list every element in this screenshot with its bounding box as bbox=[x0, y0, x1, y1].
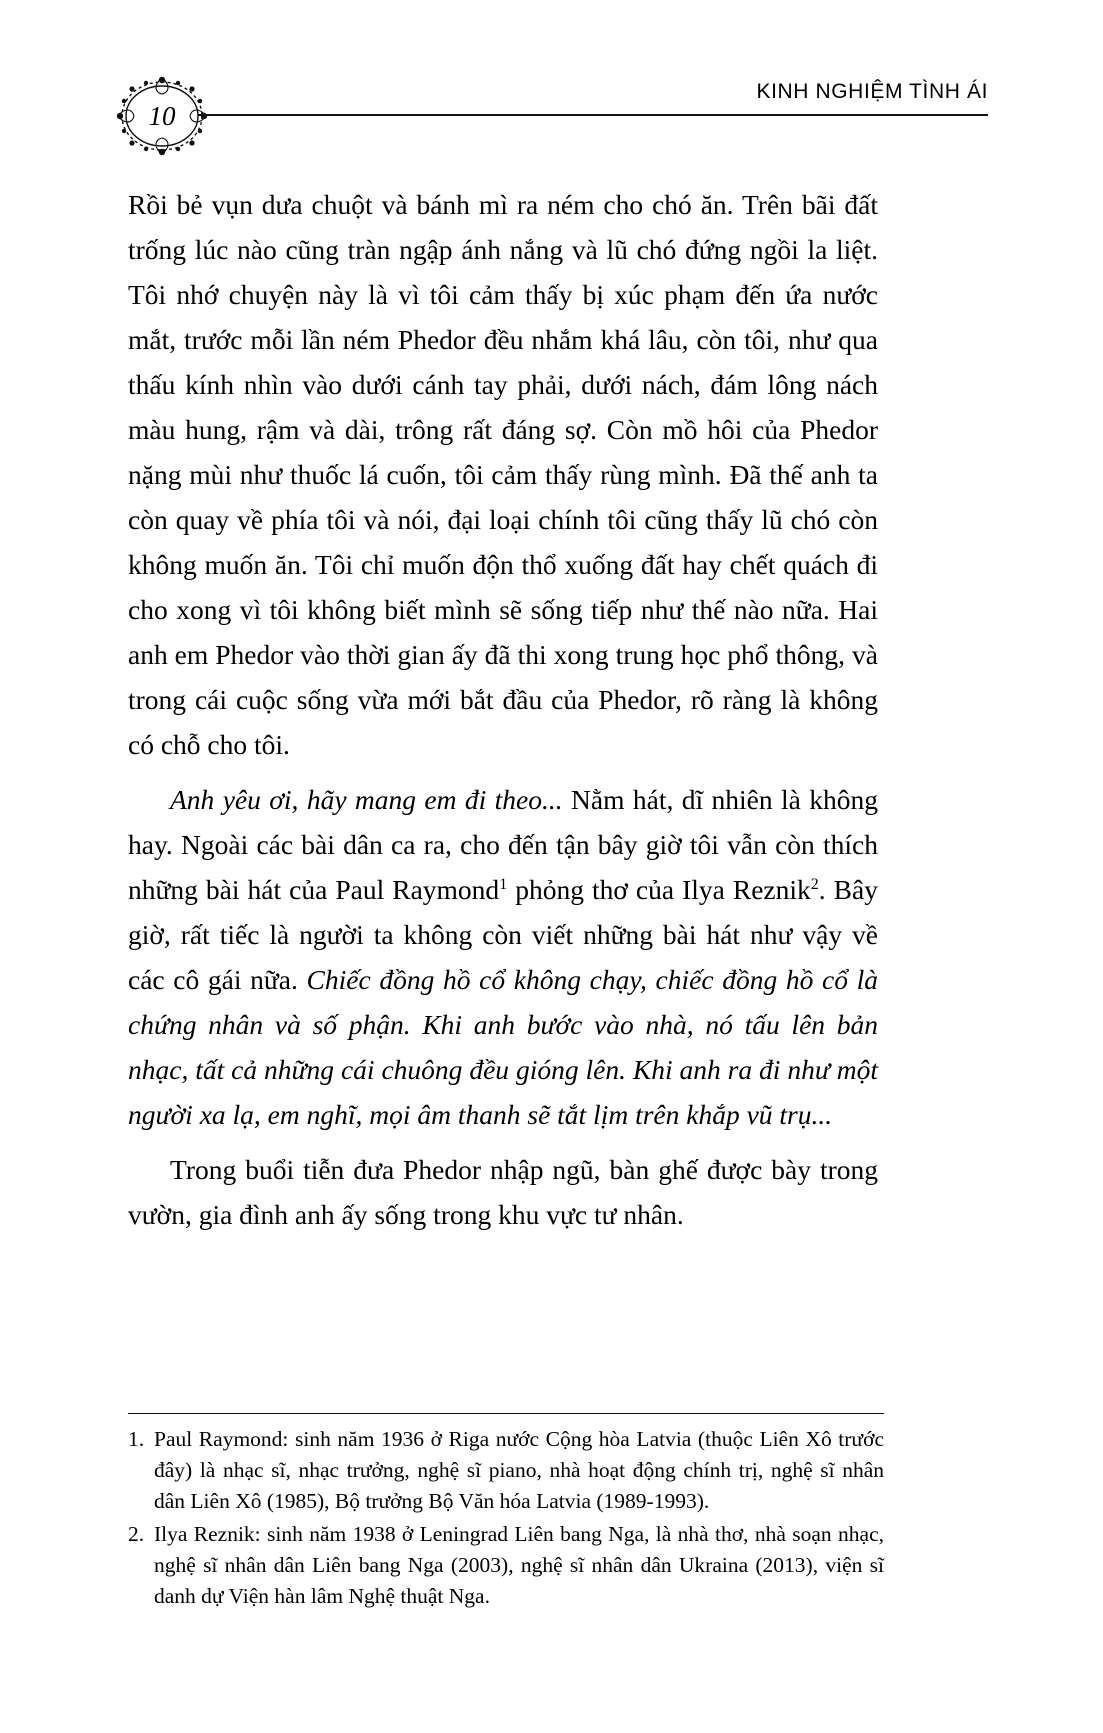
footnote-separator-rule bbox=[128, 1413, 884, 1414]
song-lyric-opening: Anh yêu ơi, hãy mang em đi theo... bbox=[170, 784, 563, 815]
footnote-item bbox=[128, 1424, 884, 1517]
footnote-ref-2[interactable]: 2 bbox=[810, 875, 819, 893]
paragraph-2-text-b: phỏng thơ của Ilya Reznik bbox=[507, 874, 811, 905]
footnote-ref-1[interactable]: 1 bbox=[499, 875, 508, 893]
page-header bbox=[108, 80, 988, 150]
paragraph-3: Trong buổi tiễn đưa Phedor nhập ngũ, bàn ghế được bày trong vườn, gia đình anh ấy sống trong khu vực tư nhân. bbox=[128, 1154, 878, 1230]
page-number: 10 bbox=[148, 100, 176, 131]
footnote-item bbox=[128, 1519, 884, 1612]
header-rule bbox=[198, 114, 988, 116]
paragraph-1: Rồi bẻ vụn dưa chuột và bánh mì ra ném cho chó ăn. Trên bãi đất trống lúc nào cũng tràn ngập ánh nắng và lũ chó đứng ngồi la liệt. Tôi nhớ chuyện này là vì tôi cảm thấy bị xúc phạm đến ứa nước mắt, trước mỗi lần ném Phedor đều nhắm khá lâu, còn tôi, như qua thấu kính nhìn vào dưới cánh tay phải, dưới nách, đám lông nách màu hung, rậm và dài, trông rất đáng sợ. Còn mồ hôi của Phedor nặng mùi như thuốc lá cuốn, tôi cảm thấy rùng mình. Đã thế anh ta còn quay về phía tôi và nói, đại loại chính tôi cũng thấy lũ chó còn không muốn ăn. Tôi chỉ muốn độn thổ xuống đất hay chết quách đi cho xong vì tôi không biết mình sẽ sống tiếp như thế nào nữa. Hai anh em Phedor vào thời gian ấy đã thi xong trung học phổ thông, và trong cái cuộc sống vừa mới bắt đầu của Phedor, rõ ràng là không có chỗ cho tôi. bbox=[128, 189, 878, 760]
song-lyric-quote: Chiếc đồng hồ cổ không chạy, chiếc đồng hồ cổ là chứng nhân và số phận. Khi anh bước vào nhà, nó tấu lên bản nhạc, tất cả những cái chuông đều gióng lên. Khi anh ra đi như một người xa lạ, em nghĩ, mọi âm thanh sẽ tắt lịm trên khắp vũ trụ... bbox=[128, 964, 879, 1130]
running-head: KINH NGHIỆM TÌNH ÁI bbox=[756, 80, 988, 103]
footnote-number: 2. bbox=[128, 1522, 145, 1546]
paragraph-2-text-a: Nằm hát, dĩ nhiên là không hay. Ngoài các bài dân ca ra, cho đến tận bây giờ tôi vẫn còn thích những bài hát của Paul Raymond bbox=[128, 784, 878, 905]
body-text-column bbox=[128, 182, 878, 1237]
footnote-text: Paul Raymond: sinh năm 1936 ở Riga nước Cộng hòa Latvia (thuộc Liên Xô trước đây) là nhạc sĩ, nhạc trưởng, nghệ sĩ piano, nhà hoạt động chính trị, nghệ sĩ nhân dân Liên Xô (1985), Bộ trưởng Bộ Văn hóa Latvia (1989-1993). bbox=[154, 1427, 884, 1513]
footnote-number: 1. bbox=[128, 1427, 145, 1451]
paragraph-2-text-c: . Bây giờ, rất tiếc là người ta không còn viết những bài hát như vậy về các cô gái nữa. bbox=[128, 874, 878, 995]
footnote-section bbox=[128, 1413, 884, 1614]
paragraph-2 bbox=[128, 777, 878, 1137]
footnote-text: Ilya Reznik: sinh năm 1938 ở Leningrad Liên bang Nga, là nhà thơ, nhà soạn nhạc, nghệ sĩ nhân dân Liên bang Nga (2003), nghệ sĩ nhân dân Ukraina (2013), viện sĩ danh dự Viện hàn lâm Nghệ thuật Nga. bbox=[154, 1522, 884, 1608]
